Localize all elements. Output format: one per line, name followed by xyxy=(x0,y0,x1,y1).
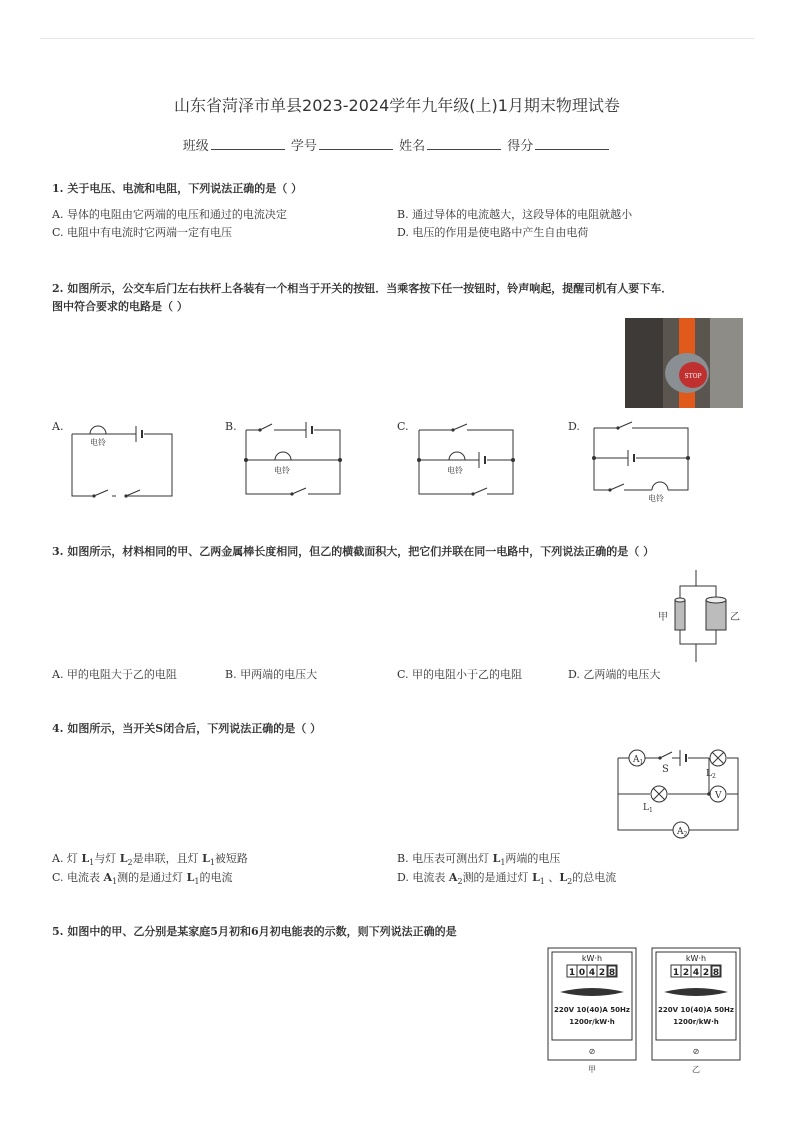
q4a-lamp-2: L xyxy=(119,852,128,865)
q4c-sub-2: 1 xyxy=(194,877,200,887)
q4d-part-2: 测的是通过灯 xyxy=(462,871,533,884)
rod-yi-label: 乙 xyxy=(730,612,740,623)
question-2-line-2: 图中符合要求的电路是（ ） xyxy=(52,300,188,313)
voltmeter-label: V xyxy=(715,791,722,801)
class-blank[interactable] xyxy=(211,137,285,150)
ammeter-a2-sub: 2 xyxy=(683,831,688,838)
q4d-lamp-2: L xyxy=(559,871,568,884)
q3-option-d[interactable]: D. 乙两端的电压大 xyxy=(568,668,661,681)
meter-yi-symbol: ⊘ xyxy=(692,1047,700,1056)
q4-option-d[interactable] xyxy=(397,869,616,886)
ammeter-a1-sub: 1 xyxy=(639,759,644,766)
lamp-l2-label: L xyxy=(706,769,712,779)
bell-label: 电铃 xyxy=(447,466,463,475)
q4a-sub-2: 2 xyxy=(127,858,133,868)
q1-option-d[interactable]: D. 电压的作用是使电路中产生自由电荷 xyxy=(397,226,589,239)
lamp-l1-sub: 1 xyxy=(648,807,653,814)
q4c-part-1: C. 电流表 xyxy=(52,871,104,884)
q4a-lamp-3: L xyxy=(202,852,210,865)
ammeter-a1-label: A xyxy=(633,755,640,765)
q3-option-b[interactable]: B. 甲两端的电压大 xyxy=(225,668,318,681)
meter-yi-digit-3: 4 xyxy=(692,968,700,978)
svg-text:L1 xyxy=(643,803,653,814)
metal-rods-diagram xyxy=(654,570,744,662)
question-2-line-1: 2. 如图所示，公交车后门左右扶杆上各装有一个相当于开关的按钮．当乘客按下任一按钮时，铃声响起，提醒司机有人要下车． xyxy=(52,282,673,295)
q4d-lamp: L xyxy=(532,871,540,884)
q4d-part-4: 的总电流 xyxy=(572,871,617,884)
q4a-sub-1: 1 xyxy=(89,858,95,868)
q4a-part-3: 是串联，且灯 xyxy=(132,852,203,865)
ammeter-a2-label: A xyxy=(677,827,684,837)
bus-button-photo xyxy=(625,318,743,408)
stop-label: STOP xyxy=(684,373,702,380)
bell-label: 电铃 xyxy=(274,466,290,475)
meter-jia-digit-4: 2 xyxy=(598,968,606,978)
number-blank[interactable] xyxy=(319,137,393,150)
q2-option-b[interactable]: B. xyxy=(225,420,237,433)
energy-meter-jia xyxy=(546,946,638,1076)
q3-option-c[interactable]: C. 甲的电阻小于乙的电阻 xyxy=(397,668,523,681)
circuit-b-diagram xyxy=(240,418,346,498)
question-3: 3. 如图所示，材料相同的甲、乙两金属棒长度相同，但乙的横截面积大，把它们并联在同一电路中，下列说法正确的是（ ） xyxy=(52,545,655,558)
energy-meter-yi xyxy=(650,946,742,1076)
circuit-a-diagram xyxy=(64,412,174,502)
meter-jia-digit-5: 8 xyxy=(608,968,616,978)
q4d-sub-2: 1 xyxy=(539,877,545,887)
q4c-ammeter: A xyxy=(103,871,113,884)
q2-option-c[interactable]: C. xyxy=(397,420,409,433)
circuit-d-diagram xyxy=(588,416,694,506)
q4-option-c[interactable] xyxy=(52,869,232,886)
class-label: 班级 xyxy=(182,139,209,154)
q2-option-a[interactable]: A. xyxy=(52,420,64,433)
q4c-lamp: L xyxy=(186,871,195,884)
q4c-part-3: 的电流 xyxy=(199,871,233,884)
q4b-part-1: B. 电压表可测出灯 xyxy=(397,852,493,865)
name-blank[interactable] xyxy=(427,137,501,150)
q4b-sub-1: 1 xyxy=(500,858,506,868)
meter-jia-digit-1: 1 xyxy=(568,968,576,978)
switch-s-label: S xyxy=(662,764,669,775)
meter-yi-label: 乙 xyxy=(692,1065,700,1074)
question-5: 5. 如图中的甲、乙分别是某家庭5月初和6月初电能表的示数，则下列说法正确的是 xyxy=(52,925,457,938)
rod-jia-label: 甲 xyxy=(658,612,668,623)
q4a-part-2: 与灯 xyxy=(94,852,120,865)
meter-yi-digit-5: 8 xyxy=(712,968,720,978)
q2-option-d[interactable]: D. xyxy=(568,420,580,433)
meter-yi-digit-1: 1 xyxy=(672,968,680,978)
q3-option-a[interactable]: A. 甲的电阻大于乙的电阻 xyxy=(52,668,177,681)
svg-text:L2 xyxy=(706,769,716,780)
meter-jia-unit: kW·h xyxy=(581,954,603,963)
number-label: 学号 xyxy=(290,139,317,154)
meter-jia-label: 甲 xyxy=(588,1065,596,1074)
question-4: 4. 如图所示，当开关S闭合后，下列说法正确的是（ ） xyxy=(52,722,322,735)
question-1: 1. 关于电压、电流和电阻，下列说法正确的是（ ） xyxy=(52,182,303,195)
q4-option-b[interactable] xyxy=(397,850,560,867)
lamp-l1-label: L xyxy=(643,803,649,813)
q4d-ammeter: A xyxy=(448,871,458,884)
q1-option-a[interactable]: A. 导体的电阻由它两端的电压和通过的电流决定 xyxy=(52,208,287,221)
q4c-sub-1: 1 xyxy=(112,877,118,887)
q4b-lamp: L xyxy=(492,852,501,865)
q4-option-a[interactable] xyxy=(52,850,248,867)
score-label: 得分 xyxy=(507,139,534,154)
meter-jia-digit-2: 0 xyxy=(578,968,586,978)
bell-label: 电铃 xyxy=(90,438,106,447)
meter-yi-rate: 1200r/kW·h xyxy=(673,1018,719,1026)
q4a-part-1: A. 灯 xyxy=(52,852,82,865)
meter-jia-symbol: ⊘ xyxy=(588,1047,596,1056)
circuit-c-diagram xyxy=(413,418,519,498)
q4d-part-3: 、 xyxy=(544,871,560,884)
meter-jia-spec: 220V 10(40)A 50Hz xyxy=(554,1006,630,1014)
q4b-part-2: 两端的电压 xyxy=(505,852,561,865)
meter-yi-spec: 220V 10(40)A 50Hz xyxy=(658,1006,734,1014)
name-label: 姓名 xyxy=(399,139,426,154)
q1-option-b[interactable]: B. 通过导体的电流越大，这段导体的电阻就越小 xyxy=(397,208,633,221)
bell-label: 电铃 xyxy=(648,494,664,503)
score-blank[interactable] xyxy=(535,137,609,150)
q4a-lamp: L xyxy=(81,852,90,865)
meter-jia-digit-3: 4 xyxy=(588,968,596,978)
q4c-part-2: 测的是通过灯 xyxy=(117,871,187,884)
lamp-l2-sub: 2 xyxy=(711,773,716,780)
q4a-sub-3: 1 xyxy=(209,858,215,868)
meter-yi-digit-2: 2 xyxy=(682,968,690,978)
header-divider xyxy=(40,38,754,39)
q1-option-c[interactable]: C. 电阻中有电流时它两端一定有电压 xyxy=(52,226,233,239)
q4d-sub-1: 2 xyxy=(457,877,463,887)
student-info-row xyxy=(0,135,794,154)
q4d-sub-3: 2 xyxy=(567,877,573,887)
meter-yi-digit-4: 2 xyxy=(702,968,710,978)
page-title: 山东省菏泽市单县2023-2024学年九年级(上)1月期末物理试卷 xyxy=(174,96,620,115)
circuit-q4-diagram xyxy=(610,744,744,842)
q4a-part-4: 被短路 xyxy=(214,852,248,865)
meter-jia-rate: 1200r/kW·h xyxy=(569,1018,615,1026)
q4d-part-1: D. 电流表 xyxy=(397,871,449,884)
meter-yi-unit: kW·h xyxy=(685,954,707,963)
